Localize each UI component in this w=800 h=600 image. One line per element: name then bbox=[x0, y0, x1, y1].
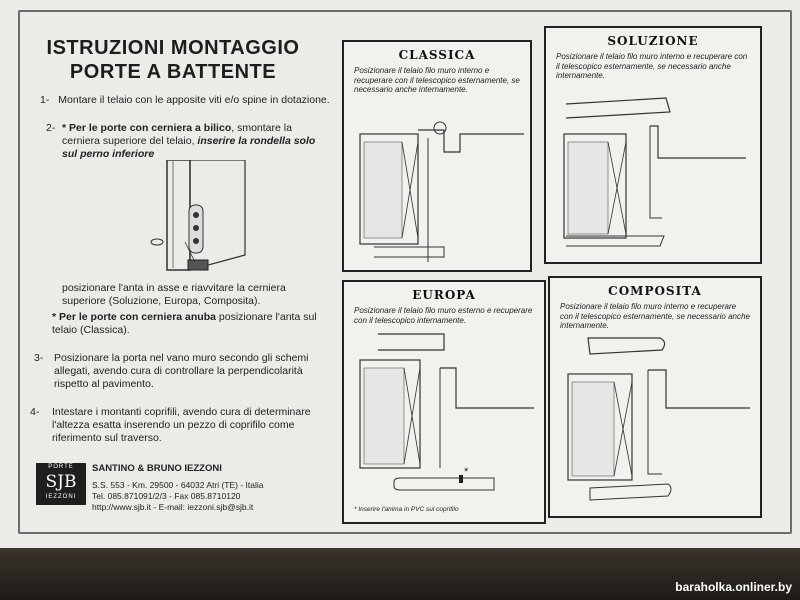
europa-diagram bbox=[344, 282, 544, 522]
title-line-1: ISTRUZIONI MONTAGGIO bbox=[46, 37, 300, 59]
company-name: SANTINO & BRUNO IEZZONI bbox=[92, 463, 222, 474]
step-2-bullet-2 bbox=[52, 311, 322, 337]
step-2-bullet-1-bold: * Per le porte con cerniera a bilico bbox=[62, 122, 232, 134]
step-2-bullet-2-rest: posizionare l'anta sul telaio (Classica). bbox=[52, 311, 317, 336]
step-1 bbox=[40, 94, 330, 107]
panel-europa bbox=[342, 280, 546, 524]
logo-bottom-text: IEZZONI bbox=[45, 494, 77, 500]
panel-classica bbox=[342, 40, 532, 272]
logo-main-text: SJB bbox=[45, 472, 77, 492]
panel-europa-desc: Posizionare il telaio filo muro esterno e recuperare con il telescopico internamente. bbox=[354, 306, 533, 325]
europa-star: * bbox=[464, 466, 469, 478]
page-title bbox=[18, 36, 328, 84]
company-info bbox=[92, 463, 264, 513]
step-2-bullet-1-rest: , smontare la cerniera superiore del telaio, bbox=[62, 122, 292, 147]
step-2-bullet-1-emphasis: inserire la rondella solo sul perno inferiore bbox=[62, 135, 316, 160]
title-line-2: PORTE A BATTENTE bbox=[69, 61, 277, 83]
panel-soluzione-desc: Posizionare il telaio filo muro interno e recuperare con il telescopico esternamente, se necessario anche internamente. bbox=[556, 52, 748, 80]
panel-composita bbox=[548, 276, 762, 518]
step-2-bullet-1 bbox=[62, 122, 322, 161]
step-4-text: Intestare i montanti coprifili, avendo cura di determinare l'altezza esatta inserendo un pezzo di coprifilo come riferimento sul traverso. bbox=[52, 406, 311, 444]
panel-classica-title: CLASSICA bbox=[398, 48, 476, 62]
company-phone: Tel. 085.871091/2/3 - Fax 085.8710120 bbox=[92, 491, 241, 501]
step-3-text: Posizionare la porta nel vano muro secondo gli schemi allegati, avendo cura di controllare la perpendicolarità rispetto al pavimento. bbox=[54, 352, 309, 390]
panel-composita-desc: Posizionare il telaio filo muro interno e recuperare con il telescopico esternamente, se necessario anche internamente. bbox=[560, 302, 750, 330]
step-2-after: posizionare l'anta in asse e riavvitare la cerniera superiore (Soluzione, Europa, Composita). bbox=[62, 282, 286, 307]
step-2-bullet-2-bold: * Per le porte con cerniera anuba bbox=[52, 311, 216, 323]
composita-diagram bbox=[550, 278, 760, 516]
company-web: http://www.sjb.it - E-mail: iezzoni.sjb@sjb.it bbox=[92, 502, 254, 512]
panel-classica-desc: Posizionare il telaio filo muro interno e recuperare con il telescopico esternamente, se necessario anche internamente. bbox=[354, 66, 520, 94]
europa-footnote: * Inserire l'anima in PVC sul coprifilo bbox=[354, 506, 459, 513]
step-2-number: 2- bbox=[46, 122, 56, 134]
step-4-number: 4- bbox=[30, 406, 40, 418]
soluzione-diagram bbox=[546, 28, 760, 262]
classica-diagram bbox=[344, 42, 530, 270]
panel-soluzione-title: SOLUZIONE bbox=[607, 34, 699, 48]
hinge-illustration bbox=[145, 160, 255, 280]
watermark: baraholka.onliner.by bbox=[675, 580, 792, 594]
panel-europa-title: EUROPA bbox=[412, 288, 476, 302]
company-address: S.S. 553 - Km. 29500 - 64032 Atri (TE) - Italia bbox=[92, 480, 264, 490]
step-1-text: Montare il telaio con le apposite viti e/o spine in dotazione. bbox=[58, 94, 330, 106]
panel-composita-title: COMPOSITA bbox=[608, 284, 702, 298]
sjb-logo bbox=[36, 463, 86, 505]
panel-soluzione bbox=[544, 26, 762, 264]
step-3-number: 3- bbox=[34, 352, 44, 364]
step-1-number: 1- bbox=[40, 94, 50, 106]
logo-top-text: PORTE bbox=[48, 464, 74, 470]
